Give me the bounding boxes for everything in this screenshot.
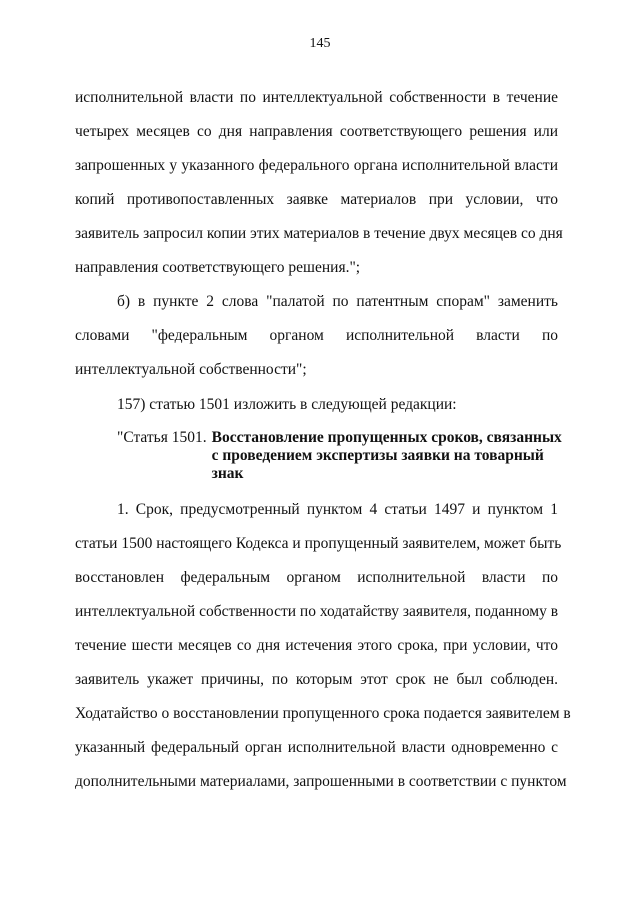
text-line: направления соответствующего решения.";	[75, 259, 361, 276]
article-heading	[117, 429, 562, 483]
text-line: указанный федеральный орган исполнительной власти одновременно с	[75, 739, 558, 756]
text-line: б) в пункте 2 слова "палатой по патентным спорам" заменить	[117, 293, 558, 310]
text-line: дополнительными материалами, запрошенными в соответствии с пунктом	[75, 773, 567, 790]
text-line: запрошенных у указанного федерального органа исполнительной власти	[75, 157, 558, 174]
text-line: словами "федеральным органом исполнительной власти по	[75, 327, 558, 344]
text-line: заявитель укажет причины, по которым этот срок не был соблюден.	[75, 671, 558, 688]
page-number: 145	[309, 36, 331, 51]
article-title-line: Восстановление пропущенных сроков, связанных	[211, 429, 562, 446]
text-line: статьи 1500 настоящего Кодекса и пропущенный заявителем, может быть	[75, 535, 562, 552]
text-line: Ходатайство о восстановлении пропущенного срока подается заявителем в	[75, 705, 571, 722]
article-number: "Статья 1501.	[117, 429, 207, 446]
text-line: интеллектуальной собственности";	[75, 361, 307, 378]
text-line: интеллектуальной собственности по ходатайству заявителя, поданному в	[75, 603, 559, 620]
text-line: четырех месяцев со дня направления соответствующего решения или	[75, 123, 558, 140]
text-line: заявитель запросил копии этих материалов в течение двух месяцев со дня	[75, 225, 563, 242]
text-line: копий противопоставленных заявке материалов при условии, что	[75, 191, 558, 208]
text-line: исполнительной власти по интеллектуальной собственности в течение	[75, 89, 558, 106]
article-title	[211, 429, 562, 483]
text-line: 1. Срок, предусмотренный пунктом 4 статьи 1497 и пунктом 1	[117, 501, 558, 518]
text-line: 157) статью 1501 изложить в следующей редакции:	[117, 396, 457, 413]
text-line: течение шести месяцев со дня истечения этого срока, при условии, что	[75, 637, 558, 654]
article-title-line: с проведением экспертизы заявки на товарный	[211, 447, 544, 464]
article-title-line: знак	[211, 465, 244, 482]
text-line: восстановлен федеральным органом исполнительной власти по	[75, 569, 558, 586]
